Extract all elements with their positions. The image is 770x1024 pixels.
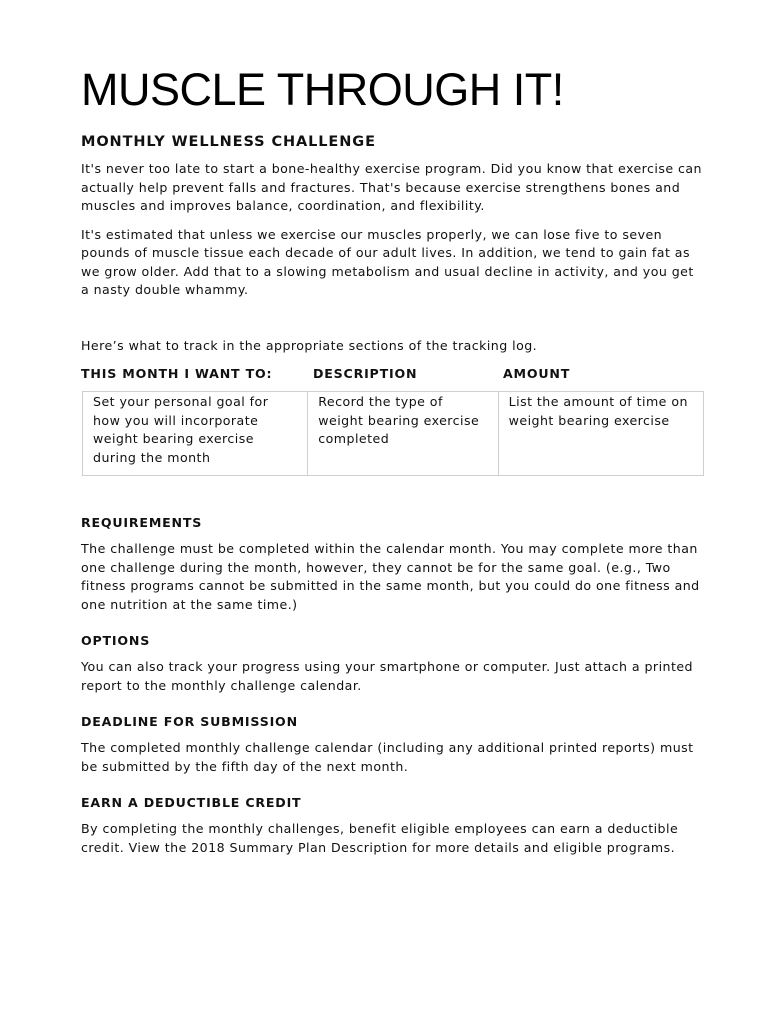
credit-heading: EARN A DEDUCTIBLE CREDIT — [81, 795, 302, 810]
deadline-heading: DEADLINE FOR SUBMISSION — [81, 714, 298, 729]
intro-paragraph-2: It's estimated that unless we exercise our muscles properly, we can lose five to seven pounds of muscle tissue each decade of our adult lives. In addition, we tend to gain fat as we grow older. Add that to a slowing metabolism and usual decline in activity, and you get a nasty double whammy. — [81, 226, 694, 297]
tracking-intro: Here’s what to track in the appropriate sections of the tracking log. — [81, 337, 538, 353]
cell-amount: List the amount of time on weight bearing exercise — [508, 394, 688, 428]
page-title: MUSCLE THROUGH IT! — [81, 64, 564, 115]
credit-text: By completing the monthly challenges, benefit eligible employees can earn a deductible credit. View the 2018 Summary Plan Description for more details and eligible programs. — [81, 821, 679, 855]
requirements-text: The challenge must be completed within the calendar month. You may complete more than one challenge during the month, however, they cannot be for the same goal. (e.g., Two fitness programs cannot be submitted in the same month, but you could do one fitness and one nutrition at the same time.) — [81, 541, 700, 612]
options-text: You can also track your progress using your smartphone or computer. Just attach a printed report to the monthly challenge calendar. — [81, 659, 693, 693]
options-heading: OPTIONS — [81, 633, 151, 648]
cell-goal: Set your personal goal for how you will incorporate weight bearing exercise during the month — [83, 392, 308, 475]
requirements-heading: REQUIREMENTS — [81, 515, 203, 530]
page-subtitle: MONTHLY WELLNESS CHALLENGE — [81, 134, 376, 150]
document-page — [81, 62, 706, 875]
deadline-text: The completed monthly challenge calendar (including any additional printed reports) must be submitted by the fifth day of the next month. — [81, 740, 694, 774]
tracking-table — [82, 391, 704, 476]
intro-paragraph-1: It's never too late to start a bone-healthy exercise program. Did you know that exercise can actually help prevent falls and fractures. That's because exercise strengthens bones and muscles and improves balance, coordination, and flexibility. — [81, 161, 702, 213]
header-goal: THIS MONTH I WANT TO: — [81, 366, 273, 381]
tracking-table-header — [81, 365, 706, 383]
header-description: DESCRIPTION — [313, 366, 418, 381]
header-amount: AMOUNT — [503, 366, 571, 381]
cell-description: Record the type of weight bearing exercise completed — [308, 392, 498, 475]
